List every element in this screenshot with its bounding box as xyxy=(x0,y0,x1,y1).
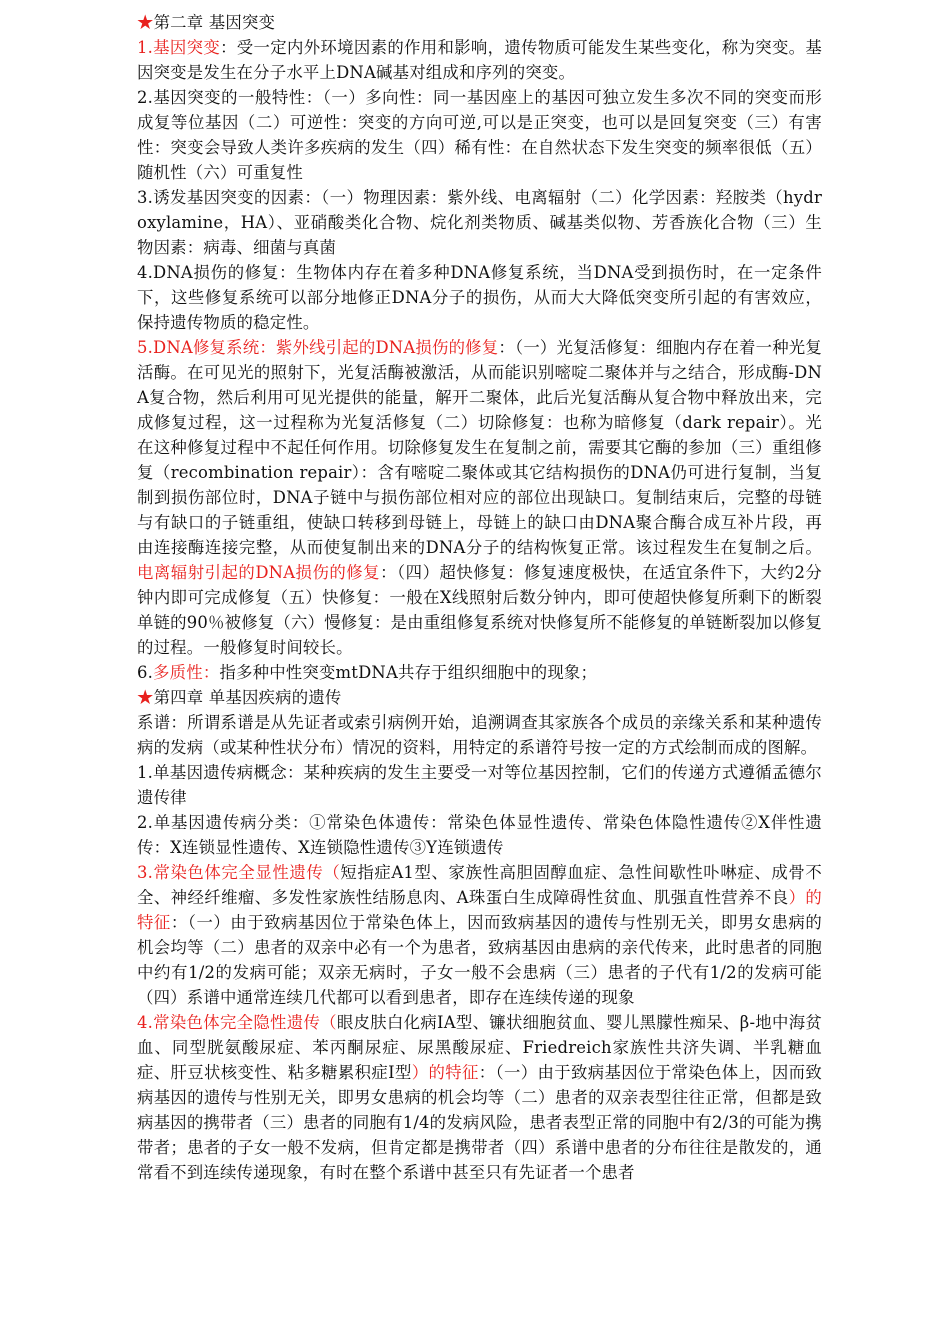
term-uv-repair: 5.DNA修复系统：紫外线引起的DNA损伤的修复 xyxy=(137,338,499,357)
term-ar-features: ）的特征 xyxy=(411,1063,479,1082)
term-heteroplasmy: 多质性： xyxy=(153,663,220,682)
term-ionizing-repair: 电离辐射引起的DNA损伤的修复 xyxy=(137,563,381,582)
ch2-paragraph-4: 4.DNA损伤的修复：生物体内存在着多种DNA修复系统，当DNA受到损伤时，在一定条件下，这些修复系统可以部分地修正DNA分子的损伤，从而大大降低突变所引起的有害效应，保持遗传物质的稳定性。 xyxy=(137,263,822,332)
ch2-p5-text-1: ：（一）光复活修复：细胞内存在着一种光复活酶。在可见光的照射下，光复活酶被激活，从而能识别嘧啶二聚体并与之结合，形成酶-DNA复合物，然后利用可见光提供的能量，解开二聚体，此后光复活酶从复合物中释放出来，完成修复过程，这一过程称为光复活修复（二）切除修复：也称为暗修复（dark repair）。光在这种修复过程中不起任何作用。切除修复发生在复制之前，需要其它酶的参加（三）重组修复（recombination repair）：含有嘧啶二聚体或其它结构损伤的DNA仍可进行复制，当复制到损伤部位时，DNA子链中与损伤部位相对应的部位出现缺口。复制结束后，完整的母链与有缺口的子链重组，使缺口转移到母链上，母链上的缺口由DNA聚合酶合成互补片段，再由连接酶连接完整，从而使复制出来的DNA分子的结构恢复正常。该过程发生在复制之后。 xyxy=(137,338,822,557)
chapter-2-title: 第二章 基因突变 xyxy=(153,13,276,32)
ch2-p6-num: 6. xyxy=(137,663,154,682)
ch4-paragraph-3 xyxy=(137,860,822,1010)
ch2-paragraph-1 xyxy=(137,35,822,85)
ch4-p4-text-1: 眼皮肤白化病IA型、镰状细胞贫血、婴儿黑朦性痴呆、β-地中海贫血、同型胱氨酸尿症、苯丙酮尿症、尿黑酸尿症、Friedreich家族性共济失调、半乳糖血症、肝豆状核变性、粘多糖累积症Ⅰ型 xyxy=(137,1013,822,1082)
star-icon: ★ xyxy=(137,13,154,32)
chapter-4-heading xyxy=(137,685,822,710)
ch2-p1-text: ：受一定内外环境因素的作用和影响，遗传物质可能发生某些变化，称为突变。基因突变是发生在分子水平上DNA碱基对组成和序列的突变。 xyxy=(137,38,823,82)
term-autosomal-recessive: 4.常染色体完全隐性遗传（ xyxy=(137,1013,337,1032)
chapter-2-heading xyxy=(137,10,822,35)
ch2-p5-text-2: ：（四）超快修复：修复速度极快，在适宜条件下，大约2分钟内即可完成修复（五）快修复：一般在X线照射后数分钟内，即可使超快修复所剩下的断裂单链的90％被修复（六）慢修复：是由重组修复系统对快修复所不能修复的单链断裂加以修复的过程。一般修复时间较长。 xyxy=(137,563,822,657)
ch4-paragraph-4 xyxy=(137,1010,822,1185)
ch2-paragraph-6 xyxy=(137,660,822,685)
ch4-paragraph-2: 2.单基因遗传病分类：①常染色体遗传：常染色体显性遗传、常染色体隐性遗传②X伴性遗传：X连锁显性遗传、X连锁隐性遗传③Y连锁遗传 xyxy=(137,813,822,857)
ch4-paragraph-1: 1.单基因遗传病概念：某种疾病的发生主要受一对等位基因控制，它们的传递方式遵循孟德尔遗传律 xyxy=(137,763,822,807)
ch2-paragraph-5 xyxy=(137,335,822,660)
ch4-p4-text-2: ：（一）由于致病基因位于常染色体上，因而致病基因的遗传与性别无关，即男女患病的机会均等（二）患者的双亲表型往往正常，但都是致病基因的携带者（三）患者的同胞有1/4的发病风险，患者表型正常的同胞中有2/3的可能为携带者；患者的子女一般不发病，但肯定都是携带者（四）系谱中患者的分布往往是散发的，通常看不到连续传递现象，有时在整个系谱中甚至只有先证者一个患者 xyxy=(137,1063,823,1182)
ch2-p6-text: 指多种中性突变mtDNA共存于组织细胞中的现象； xyxy=(219,663,598,682)
chapter-4-title: 第四章 单基因疾病的遗传 xyxy=(153,688,342,707)
ch2-paragraph-3: 3.诱发基因突变的因素：（一）物理因素：紫外线、电离辐射（二）化学因素：羟胺类（hydroxylamine，HA）、亚硝酸类化合物、烷化剂类物质、碱基类似物、芳香族化合物（三）生物因素：病毒、细菌与真菌 xyxy=(137,188,822,257)
term-autosomal-dominant: 3.常染色体完全显性遗传（ xyxy=(137,863,341,882)
star-icon: ★ xyxy=(137,688,154,707)
ch2-paragraph-2: 2.基因突变的一般特性：（一）多向性：同一基因座上的基因可独立发生多次不同的突变而形成复等位基因（二）可逆性：突变的方向可逆,可以是正突变，也可以是回复突变（三）有害性：突变会导致人类许多疾病的发生（四）稀有性：在自然状态下发生突变的频率很低（五）随机性（六）可重复性 xyxy=(137,88,822,182)
ch4-p3-text-2: ：（一）由于致病基因位于常染色体上，因而致病基因的遗传与性别无关，即男女患病的机会均等（二）患者的双亲中必有一个为患者，致病基因由患病的亲代传来，此时患者的同胞中约有1/2的发病可能；双亲无病时，子女一般不会患病（三）患者的子代有1/2的发病可能（四）系谱中通常连续几代都可以看到患者，即存在连续传递的现象 xyxy=(137,913,822,1007)
term-gene-mutation: 1.基因突变 xyxy=(137,38,221,57)
ch4-p3-text-1: 短指症A1型、家族性高胆固醇血症、急性间歇性卟啉症、成骨不全、神经纤维瘤、多发性家族性结肠息肉、Α珠蛋白生成障碍性贫血、肌强直性营养不良 xyxy=(137,863,822,907)
term-ad-features: ）的特征 xyxy=(137,888,822,932)
ch4-pedigree-paragraph: 系谱：所谓系谱是从先证者或索引病例开始，追溯调查其家族各个成员的亲缘关系和某种遗传病的发病（或某种性状分布）情况的资料，用特定的系谱符号按一定的方式绘制而成的图解。 xyxy=(137,713,822,757)
